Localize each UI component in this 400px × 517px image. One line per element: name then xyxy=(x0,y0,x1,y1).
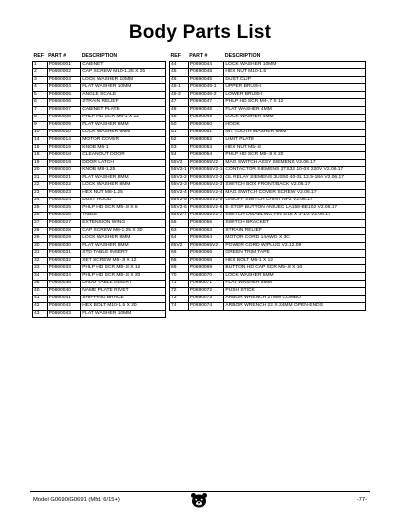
cell-description: CAP SCREW M8-1.25 X 30 xyxy=(81,227,166,235)
cell-ref: 47 xyxy=(170,99,189,107)
table-row xyxy=(33,122,166,130)
cell-part-number: P0690073 xyxy=(188,295,224,303)
table-row xyxy=(170,137,366,145)
cell-description: EXTENSION WING xyxy=(81,220,166,228)
cell-part-number: P0690046-2 xyxy=(188,91,224,99)
table-row xyxy=(170,167,366,175)
cell-ref: 63 xyxy=(170,227,189,235)
cell-description: LOWER BRUSH xyxy=(224,91,366,99)
cell-ref: 42 xyxy=(33,303,48,311)
cell-description: HEX BOLT M6-1 X 12 xyxy=(224,257,366,265)
cell-part-number: P0690005 xyxy=(47,91,81,99)
cell-ref: 56 xyxy=(170,220,189,228)
table-row xyxy=(33,205,166,213)
cell-part-number: P0690019 xyxy=(47,159,81,167)
cell-part-number: P0690055V2-6 xyxy=(188,205,224,213)
cell-part-number: P0690065V2 xyxy=(188,242,224,250)
cell-ref: 51 xyxy=(170,129,189,137)
cell-ref: 73 xyxy=(170,295,189,303)
cell-part-number: P0690018 xyxy=(47,152,81,160)
cell-description: PHLP HD SCR M5-.8 X 20 xyxy=(81,273,166,281)
table-row xyxy=(33,84,166,92)
cell-description: E-STOP BUTTON ANIUEC LA158-BE102 V2.06.17 xyxy=(224,205,366,213)
cell-ref: 64 xyxy=(170,235,189,243)
cell-ref: 55V2-1 xyxy=(170,167,189,175)
cell-part-number: P0690055V2-4 xyxy=(188,190,224,198)
cell-ref: 22 xyxy=(33,182,48,190)
cell-description: PHLP HD SCR M5-.8 X 8 xyxy=(81,205,166,213)
cell-part-number: P0690055V2 xyxy=(188,159,224,167)
cell-part-number: P0690049 xyxy=(188,114,224,122)
table-row xyxy=(33,197,166,205)
cell-description: TABLE xyxy=(81,212,166,220)
cell-part-number: P0690051 xyxy=(188,129,224,137)
cell-part-number: P0690052 xyxy=(188,137,224,145)
cell-description: OL RELAY SIEMENS 3US50 40-2L 12.5-18A V2.06.17 xyxy=(224,174,366,182)
cell-ref: 55V2-3 xyxy=(170,182,189,190)
cell-description: NAME PLATE RIVET xyxy=(81,288,166,296)
cell-ref: 46-1 xyxy=(170,84,189,92)
table-row xyxy=(33,265,166,273)
cell-part-number: P0690028 xyxy=(47,227,81,235)
column-header-part: PART # xyxy=(48,53,67,59)
cell-description: GREEN TRIM TAPE xyxy=(224,250,366,258)
cell-ref: 46 xyxy=(170,76,189,84)
cell-ref: 55V2-7 xyxy=(170,212,189,220)
cell-ref: 43 xyxy=(33,310,48,318)
cell-description: LOCK WASHER 8MM xyxy=(81,235,166,243)
cell-part-number: P0690055V2-1 xyxy=(188,167,224,175)
cell-part-number: P0690043 xyxy=(47,310,81,318)
cell-description: STRAIN RELIEF xyxy=(81,99,166,107)
cell-description: KNOB M6-1 xyxy=(81,144,166,152)
table-row xyxy=(170,288,366,296)
cell-ref: 1 xyxy=(33,61,48,69)
table-row xyxy=(33,303,166,311)
table-row xyxy=(170,144,366,152)
table-row xyxy=(33,257,166,265)
cell-ref: 68 xyxy=(170,257,189,265)
cell-part-number: P0690066 xyxy=(188,250,224,258)
cell-part-number: P0690055V2-5 xyxy=(188,197,224,205)
cell-description: FLAT WASHER 4MM xyxy=(224,106,366,114)
cell-description: PUSH STICK xyxy=(224,288,366,296)
cell-description: LOCK WASHER 4MM xyxy=(224,114,366,122)
table-row xyxy=(33,235,166,243)
cell-part-number: P0690068 xyxy=(188,257,224,265)
table-row xyxy=(170,190,366,198)
cell-description: ARBOR WRENCH 22 X 24MM OPEN-ENDS xyxy=(224,303,366,311)
cell-ref: 71 xyxy=(170,280,189,288)
table-row xyxy=(33,295,166,303)
table-row xyxy=(33,182,166,190)
cell-ref: 55V2-2 xyxy=(170,174,189,182)
cell-description: PHLP HD SCR M6-1 X 12 xyxy=(81,114,166,122)
cell-part-number: P0690055V2-7 xyxy=(188,212,224,220)
table-row xyxy=(170,265,366,273)
cell-part-number: P0690023 xyxy=(47,190,81,198)
cell-part-number: P0690056 xyxy=(188,220,224,228)
cell-part-number: P0690026 xyxy=(47,212,81,220)
cell-part-number: P0690034 xyxy=(47,273,81,281)
parts-table-right xyxy=(169,54,366,311)
cell-part-number: P0690048 xyxy=(188,106,224,114)
cell-description: SWITCH DISABLING PIN 3/16 X 3-1/2 V2.06.17 xyxy=(224,212,366,220)
table-row xyxy=(33,227,166,235)
cell-ref: 24 xyxy=(33,197,48,205)
page-title: Body Parts List xyxy=(128,22,272,43)
cell-description: CABINET xyxy=(81,61,166,69)
cell-ref: 65V2 xyxy=(170,242,189,250)
cell-part-number: P0690006 xyxy=(47,99,81,107)
table-row xyxy=(170,197,366,205)
cell-ref: 55V2 xyxy=(170,159,189,167)
table-row xyxy=(170,303,366,311)
cell-ref: 23 xyxy=(33,190,48,198)
cell-ref: 41 xyxy=(33,295,48,303)
cell-description: HEX BOLT M10-1.5 X 20 xyxy=(81,303,166,311)
cell-description: FLAT WASHER 10MM xyxy=(81,84,166,92)
cell-description: DUST CLIP xyxy=(224,76,366,84)
table-row xyxy=(33,152,166,160)
table-row xyxy=(33,174,166,182)
cell-description: BUTTON HD CAP SCR M5-.8 X 16 xyxy=(224,265,366,273)
parts-table-right-body xyxy=(170,61,366,310)
cell-description: ARBOR WRENCH 27MM COMBO xyxy=(224,295,366,303)
parts-table-left xyxy=(32,54,166,318)
cell-part-number: P0690021 xyxy=(47,174,81,182)
table-row xyxy=(170,182,366,190)
cell-ref: 5 xyxy=(33,91,48,99)
cell-description: UPPER BRUSH xyxy=(224,84,366,92)
cell-ref: 33 xyxy=(33,265,48,273)
cell-ref: 36 xyxy=(33,280,48,288)
cell-ref: 69 xyxy=(170,265,189,273)
table-row xyxy=(33,212,166,220)
table-row xyxy=(170,99,366,107)
cell-description: LOCK WASHER 6MM xyxy=(81,129,166,137)
cell-part-number: P0690036 xyxy=(47,280,81,288)
cell-part-number: P0690020 xyxy=(47,167,81,175)
cell-description: CONTACTOR SIEMENS 3TS32 10-0X 220V V2.06.17 xyxy=(224,167,366,175)
cell-part-number: P0690024 xyxy=(47,197,81,205)
table-row xyxy=(170,114,366,122)
cell-description: FLAT WASHER 8MM xyxy=(81,174,166,182)
column-header-description: DESCRIPTION xyxy=(81,53,118,59)
cell-ref: 25 xyxy=(33,205,48,213)
column-header-ref: REF xyxy=(33,53,44,59)
cell-ref: 3 xyxy=(33,76,48,84)
table-row xyxy=(170,295,366,303)
cell-ref: 53 xyxy=(170,144,189,152)
cell-ref: 27 xyxy=(33,220,48,228)
cell-description: LOCK WASHER 10MM xyxy=(224,61,366,69)
cell-description: STD TABLE INSERT xyxy=(81,250,166,258)
cell-part-number: P0690046 xyxy=(188,76,224,84)
cell-part-number: P0690003 xyxy=(47,76,81,84)
cell-part-number: P0690004 xyxy=(47,84,81,92)
cell-ref: 55V2-6 xyxy=(170,205,189,213)
cell-part-number: P0690029 xyxy=(47,235,81,243)
table-row xyxy=(170,227,366,235)
cell-description: ANGLE SCALE xyxy=(81,91,166,99)
cell-part-number: P0690053 xyxy=(188,144,224,152)
cell-description: MAG SWITCH COVER SCREW V2.06.17 xyxy=(224,190,366,198)
cell-ref: 6 xyxy=(33,99,48,107)
cell-ref: 32 xyxy=(33,257,48,265)
cell-part-number: P0690070 xyxy=(188,273,224,281)
table-row xyxy=(33,159,166,167)
table-header-row xyxy=(33,54,166,61)
cell-description: LOCK WASHER 10MM xyxy=(81,76,166,84)
table-row xyxy=(170,257,366,265)
cell-part-number: P0690014 xyxy=(47,137,81,145)
cell-description: MOTOR CORD 14AWG X 3C xyxy=(224,235,366,243)
cell-ref: 8 xyxy=(33,114,48,122)
cell-ref: 15 xyxy=(33,144,48,152)
cell-part-number: P0690033 xyxy=(47,265,81,273)
table-row xyxy=(170,159,366,167)
cell-description: SWITCH BOX FRONT/BACK V2.06.17 xyxy=(224,182,366,190)
table-row xyxy=(33,280,166,288)
cell-ref: 20 xyxy=(33,167,48,175)
table-row xyxy=(33,76,166,84)
table-row xyxy=(170,106,366,114)
table-row xyxy=(33,129,166,137)
parts-table-left-body xyxy=(33,61,166,318)
cell-ref: 19 xyxy=(33,159,48,167)
table-row xyxy=(33,106,166,114)
cell-ref: 40 xyxy=(33,288,48,296)
table-row xyxy=(170,61,366,69)
grizzly-bear-logo-icon xyxy=(190,492,208,508)
cell-description: CLEANOUT DOOR xyxy=(81,152,166,160)
table-row xyxy=(170,205,366,213)
table-row xyxy=(33,61,166,69)
cell-description: PHLP HD SCR M4-.7 X 12 xyxy=(224,99,366,107)
cell-part-number: P0690074 xyxy=(188,303,224,311)
cell-description: SHIPPING BRACE xyxy=(81,295,166,303)
cell-description: CABINET PLATE xyxy=(81,106,166,114)
cell-part-number: P0690046-1 xyxy=(188,84,224,92)
cell-description: POWER CORD W/PLUG V2.12.09 xyxy=(224,242,366,250)
cell-ref: 2 xyxy=(33,69,48,77)
cell-description: HEX NUT M10-1.5 xyxy=(224,69,366,77)
cell-description: FLAT WASHER 5MM xyxy=(224,280,366,288)
cell-ref: 48 xyxy=(170,106,189,114)
cell-description: DADO TABLE INSERT xyxy=(81,280,166,288)
cell-ref: 49 xyxy=(170,114,189,122)
cell-part-number: P0690063 xyxy=(188,227,224,235)
cell-ref: 55V2-4 xyxy=(170,190,189,198)
cell-part-number: P0690015 xyxy=(47,144,81,152)
table-row xyxy=(170,152,366,160)
cell-part-number: P0690027 xyxy=(47,220,81,228)
table-row xyxy=(33,144,166,152)
table-row xyxy=(33,310,166,318)
cell-part-number: P0690045 xyxy=(188,69,224,77)
cell-part-number: P0690055V2-3 xyxy=(188,182,224,190)
cell-part-number: P0690010 xyxy=(47,129,81,137)
cell-part-number: P0690022 xyxy=(47,182,81,190)
cell-description: CAP SCREW M10-1.25 X 25 xyxy=(81,69,166,77)
cell-ref: 70 xyxy=(170,273,189,281)
cell-ref: 34 xyxy=(33,273,48,281)
cell-description: MAG SWITCH ASSY SIEMENS V2.06.17 xyxy=(224,159,366,167)
column-header-ref: REF xyxy=(170,53,181,59)
cell-part-number: P0690001 xyxy=(47,61,81,69)
cell-ref: 28 xyxy=(33,227,48,235)
cell-ref: 55V2-5 xyxy=(170,197,189,205)
table-row xyxy=(170,220,366,228)
cell-description: LIMIT PLATE xyxy=(224,137,366,145)
table-row xyxy=(170,122,366,130)
cell-ref: 46-2 xyxy=(170,91,189,99)
cell-description: SWITCH BRACKET xyxy=(224,220,366,228)
table-row xyxy=(170,242,366,250)
table-row xyxy=(33,69,166,77)
cell-part-number: P0690072 xyxy=(188,288,224,296)
cell-ref: 72 xyxy=(170,288,189,296)
cell-part-number: P0690007 xyxy=(47,106,81,114)
cell-ref: 7 xyxy=(33,106,48,114)
table-row xyxy=(170,273,366,281)
cell-description: FLAT WASHER 6MM xyxy=(81,122,166,130)
cell-part-number: P0690054 xyxy=(188,152,224,160)
table-row xyxy=(170,129,366,137)
cell-description: INT TOOTH WASHER 6MM xyxy=(224,129,366,137)
cell-ref: 52 xyxy=(170,137,189,145)
cell-ref: 10 xyxy=(33,129,48,137)
cell-ref: 21 xyxy=(33,174,48,182)
cell-ref: 29 xyxy=(33,235,48,243)
table-row xyxy=(33,91,166,99)
cell-part-number: P0690041 xyxy=(47,295,81,303)
cell-ref: 31 xyxy=(33,250,48,258)
table-row xyxy=(33,273,166,281)
cell-ref: 18 xyxy=(33,152,48,160)
cell-part-number: P0690042 xyxy=(47,303,81,311)
cell-ref: 26 xyxy=(33,212,48,220)
cell-ref: 66 xyxy=(170,250,189,258)
cell-part-number: P0690031 xyxy=(47,250,81,258)
page-number: -77- xyxy=(356,497,367,503)
table-row xyxy=(33,167,166,175)
cell-part-number: P0690064 xyxy=(188,235,224,243)
table-row xyxy=(33,190,166,198)
cell-part-number: P0690047 xyxy=(188,99,224,107)
table-row xyxy=(33,220,166,228)
cell-description: DOOR LATCH xyxy=(81,159,166,167)
table-row xyxy=(33,288,166,296)
cell-ref: 74 xyxy=(170,303,189,311)
cell-ref: 14 xyxy=(33,137,48,145)
table-row xyxy=(170,69,366,77)
cell-part-number: P0690009 xyxy=(47,122,81,130)
cell-description: MOTOR COVER xyxy=(81,137,166,145)
cell-ref: 44 xyxy=(170,61,189,69)
cell-ref: 45 xyxy=(170,69,189,77)
cell-ref: 4 xyxy=(33,84,48,92)
table-row xyxy=(33,242,166,250)
column-header-part: PART # xyxy=(189,53,208,59)
cell-description: STRAIN RELIEF xyxy=(224,227,366,235)
column-header-description: DESCRIPTION xyxy=(224,53,261,59)
cell-description: HEX NUT M5-.8 xyxy=(224,144,366,152)
table-row xyxy=(170,250,366,258)
cell-part-number: P0690071 xyxy=(188,280,224,288)
footer-model-text: Model G0690/G0691 (Mfd. 6/15+) xyxy=(33,497,120,503)
cell-part-number: P0690040 xyxy=(47,288,81,296)
table-row xyxy=(170,174,366,182)
cell-part-number: P0690002 xyxy=(47,69,81,77)
table-header-row xyxy=(170,54,366,61)
table-row xyxy=(170,212,366,220)
cell-part-number: P0690025 xyxy=(47,205,81,213)
cell-part-number: P0690008 xyxy=(47,114,81,122)
cell-description: FLAT WASHER 10MM xyxy=(81,310,166,318)
cell-part-number: P0690069 xyxy=(188,265,224,273)
cell-description: LOCK WASHER 8MM xyxy=(81,182,166,190)
cell-ref: 9 xyxy=(33,122,48,130)
cell-description: SET SCREW M5-.8 X 12 xyxy=(81,257,166,265)
table-row xyxy=(33,99,166,107)
cell-part-number: P0690050 xyxy=(188,122,224,130)
table-row xyxy=(170,91,366,99)
cell-description: HEX NUT M8-1.25 xyxy=(81,190,166,198)
cell-ref: 30 xyxy=(33,242,48,250)
cell-description: HOOK xyxy=(224,122,366,130)
cell-ref: 50 xyxy=(170,122,189,130)
cell-description: DUST HOOD xyxy=(81,197,166,205)
table-row xyxy=(170,76,366,84)
cell-part-number: P0690044 xyxy=(188,61,224,69)
table-row xyxy=(33,250,166,258)
cell-part-number: P0690055V2-2 xyxy=(188,174,224,182)
cell-ref: 54 xyxy=(170,152,189,160)
cell-description: LOCK WASHER 5MM xyxy=(224,273,366,281)
cell-description: PHLP HD SCR M5-.8 X 12 xyxy=(81,265,166,273)
cell-description: FLAT WASHER 8MM xyxy=(81,242,166,250)
table-row xyxy=(170,84,366,92)
table-row xyxy=(170,235,366,243)
table-row xyxy=(33,137,166,145)
cell-part-number: P0690032 xyxy=(47,257,81,265)
table-row xyxy=(170,280,366,288)
cell-part-number: P0690030 xyxy=(47,242,81,250)
cell-description: KNOB M8-1.25 xyxy=(81,167,166,175)
cell-description: PHLP HD SCR M5-.8 X 20 xyxy=(224,152,366,160)
cell-description: ON/OFF SWITCH CHINT NP2 V2.06.17 xyxy=(224,197,366,205)
table-row xyxy=(33,114,166,122)
